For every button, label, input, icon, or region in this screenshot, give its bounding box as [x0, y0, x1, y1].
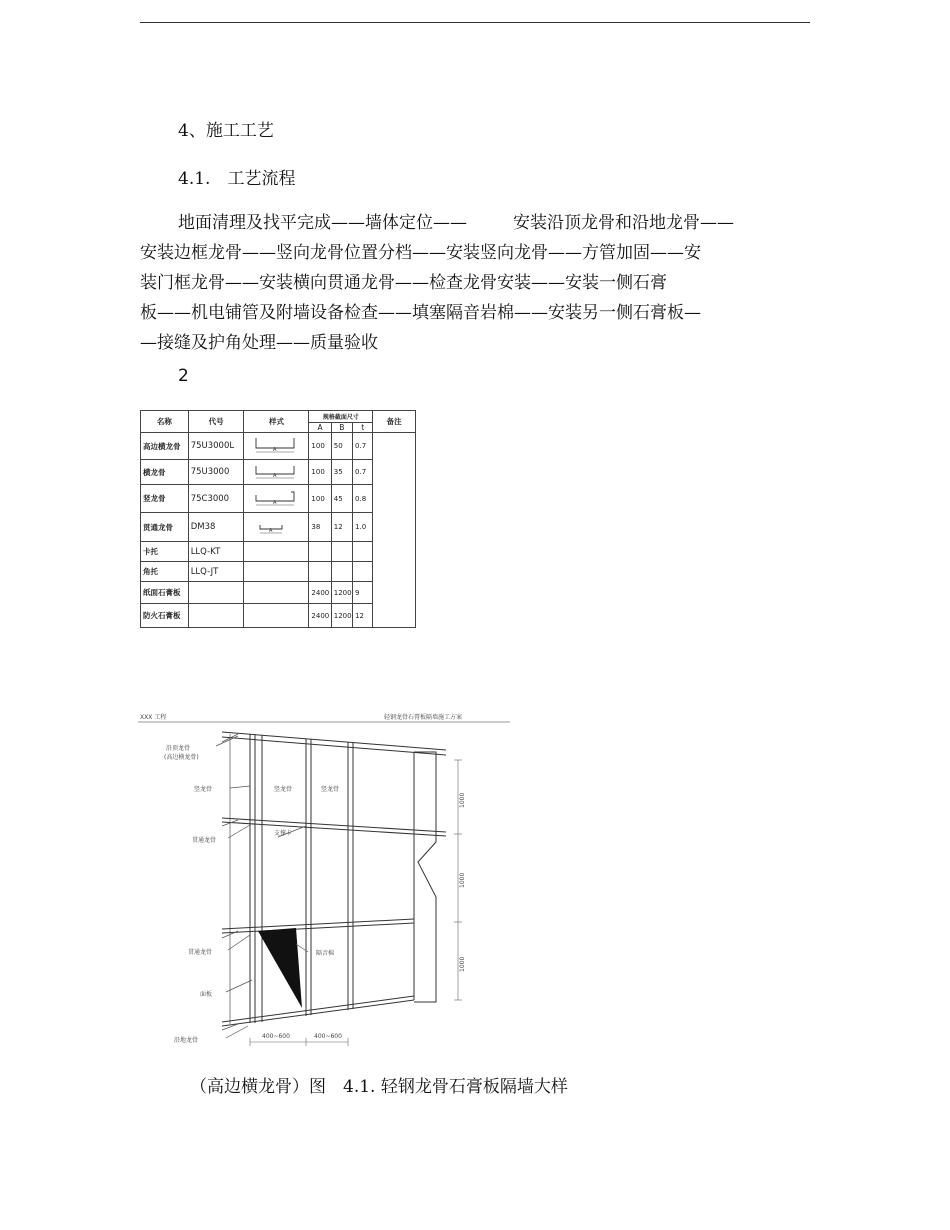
cell-a — [309, 542, 331, 562]
cell-shape — [244, 433, 309, 460]
cell-a: 2400 — [309, 604, 331, 628]
process-line: 安装边框龙骨——竖向龙骨位置分档——安装竖向龙骨——方管加固——安 — [140, 243, 701, 263]
cell-shape — [244, 562, 309, 582]
cell-a: 100 — [309, 433, 331, 460]
cell-b: 1200 — [331, 582, 352, 604]
dim-vertical-1: 1000 — [459, 792, 466, 808]
page-number: 2 — [178, 366, 189, 386]
process-line: 板——机电铺管及附墙设备检查——填塞隔音岩棉——安装另一侧石膏板— — [140, 303, 701, 323]
drawing-header-right: 轻钢龙骨石膏板隔墙施工方案 — [384, 714, 463, 721]
process-line: 装门框龙骨——安装横向贯通龙骨——检查龙骨安装——安装一侧石膏 — [140, 273, 667, 293]
cell-name: 贯通龙骨 — [141, 513, 189, 542]
profile-shape-icon — [246, 517, 304, 537]
header-a: A — [309, 423, 331, 433]
cell-code: DM38 — [188, 513, 244, 542]
dim-vertical-3: 1000 — [459, 956, 466, 972]
cell-t: 1.0 — [353, 513, 373, 542]
cell-code: LLQ-JT — [188, 562, 244, 582]
drawing-header-left: XXX 工程 — [140, 714, 167, 721]
cell-name: 卡托 — [141, 542, 189, 562]
label-insulation: 隔音棉 — [316, 950, 335, 957]
cell-name: 横龙骨 — [141, 460, 189, 485]
cell-shape — [244, 460, 309, 485]
subsection-heading: 4.1. 工艺流程 — [178, 169, 296, 189]
figure-caption: （高边横龙骨）图 4.1. 轻钢龙骨石膏板隔墙大样 — [190, 1077, 568, 1097]
cell-t: 0.7 — [353, 460, 373, 485]
cell-name: 防火石膏板 — [141, 604, 189, 628]
profile-shape-icon — [246, 489, 304, 509]
cell-code: LLQ-KT — [188, 542, 244, 562]
label-board: 面板 — [200, 991, 213, 998]
insulation-fill — [258, 928, 302, 1008]
profile-dim-label: A — [273, 473, 277, 479]
process-flow-paragraph — [140, 208, 780, 358]
header-name: 名称 — [141, 411, 189, 433]
cell-b — [331, 542, 352, 562]
cell-code: 75U3000L — [188, 433, 244, 460]
cell-remark — [373, 433, 416, 628]
cell-t: 12 — [353, 604, 373, 628]
process-line: —接缝及护角处理——质量验收 — [140, 333, 378, 353]
cell-name: 纸面石膏板 — [141, 582, 189, 604]
process-line: 地面清理及找平完成——墙体定位—— 安装沿顶龙骨和沿地龙骨—— — [178, 213, 734, 233]
profile-dim-label: A — [273, 499, 277, 506]
cell-shape — [244, 513, 309, 542]
label-top-track: 沿顶龙骨 — [166, 745, 191, 752]
label-stud-2: 竖龙骨 — [274, 786, 293, 793]
header-style: 样式 — [244, 411, 309, 433]
header-b: B — [331, 423, 352, 433]
label-through-track: 贯通龙骨 — [192, 837, 217, 844]
cell-b — [331, 562, 352, 582]
cell-t — [353, 542, 373, 562]
cell-shape — [244, 485, 309, 513]
header-remark: 备注 — [373, 411, 416, 433]
cell-name: 高边横龙骨 — [141, 433, 189, 460]
dim-vertical-2: 1000 — [459, 872, 466, 888]
cell-t: 9 — [353, 582, 373, 604]
label-stud: 竖龙骨 — [194, 786, 213, 793]
profile-dim-label: A — [269, 528, 273, 534]
cell-name: 角托 — [141, 562, 189, 582]
keel-spec-table — [140, 410, 416, 628]
header-code: 代号 — [188, 411, 244, 433]
label-top-track-sub: (高边横龙骨) — [164, 754, 199, 761]
profile-shape-icon — [246, 436, 304, 456]
cell-code: 75U3000 — [188, 460, 244, 485]
section-heading: 4、施工工艺 — [178, 121, 274, 141]
cell-shape — [244, 604, 309, 628]
cell-name: 竖龙骨 — [141, 485, 189, 513]
table-row — [141, 433, 416, 460]
cell-b: 12 — [331, 513, 352, 542]
header-t: t — [353, 423, 373, 433]
cell-b: 45 — [331, 485, 352, 513]
profile-shape-icon — [246, 462, 304, 482]
cell-code — [188, 582, 244, 604]
cell-b: 50 — [331, 433, 352, 460]
cell-t: 0.8 — [353, 485, 373, 513]
cell-shape — [244, 582, 309, 604]
label-support-clip: 支撑卡 — [274, 830, 293, 837]
header-dims: 规格截面尺寸 — [309, 411, 373, 423]
cell-code — [188, 604, 244, 628]
label-through-track-2: 贯通龙骨 — [188, 949, 213, 956]
partition-wall-drawing — [138, 712, 518, 1057]
cell-t — [353, 562, 373, 582]
cell-a — [309, 562, 331, 582]
dim-horizontal-1: 400~600 — [262, 1033, 290, 1040]
cell-a: 38 — [309, 513, 331, 542]
dim-horizontal-2: 400~600 — [314, 1033, 342, 1040]
cell-shape — [244, 542, 309, 562]
cell-code: 75C3000 — [188, 485, 244, 513]
cell-a: 100 — [309, 460, 331, 485]
profile-dim-label: A — [273, 447, 277, 453]
header-rule — [140, 22, 810, 23]
cell-b: 1200 — [331, 604, 352, 628]
cell-a: 2400 — [309, 582, 331, 604]
cell-b: 35 — [331, 460, 352, 485]
cell-a: 100 — [309, 485, 331, 513]
label-stud-3: 竖龙骨 — [321, 786, 340, 793]
cell-t: 0.7 — [353, 433, 373, 460]
label-floor-track: 沿地龙骨 — [174, 1037, 199, 1044]
